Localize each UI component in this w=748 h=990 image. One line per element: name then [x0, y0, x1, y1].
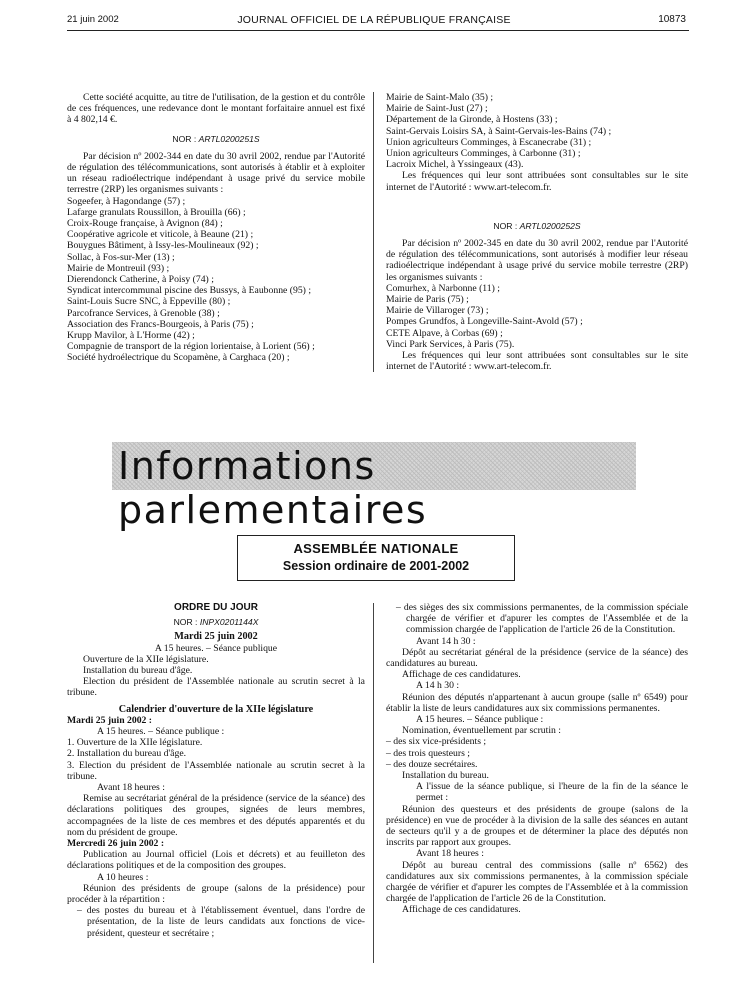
list-item: – des postes du bureau et à l'établissement éventuel, dans l'ordre de présentation, de la liste de leurs candidats aux fonctions de vice-président, questeur et secrétaire ; [77, 905, 365, 939]
list-item: Compagnie de transport de la région lorientaise, à Lorient (56) ; [67, 341, 315, 353]
paragraph: Publication au Journal officiel (Lois et décrets) et au feuilleton des déclarations politiques et de la composition des groupes. [67, 849, 365, 872]
list-item: Saint-Gervais Loisirs SA, à Saint-Gervais-les-Bains (74) ; [386, 125, 612, 137]
organisms-list [386, 283, 688, 350]
paragraph: Les fréquences qui leur sont attribuées sont consultables sur le site internet de l'Autorité : www.art-telecom.fr. [386, 170, 688, 193]
time-line: A 15 heures. – Séance publique [154, 642, 278, 654]
list-item: 1. Ouverture de la XIIe législature. [67, 737, 203, 749]
list-item: Saint-Louis Sucre SNC, à Eppeville (80) ; [67, 296, 231, 308]
list-item: Lafarge granulats Roussillon, à Brouilla (66) ; [67, 206, 246, 218]
paragraph: Nomination, éventuellement par scrutin : [402, 725, 561, 737]
list-item: – des douze secrétaires. [386, 758, 478, 770]
paragraph: Election du président de l'Assemblée nationale au scrutin secret à la tribune. [67, 676, 365, 699]
nor-reference: NOR : ARTL0200251S [172, 133, 260, 144]
list-item: – des six vice-présidents ; [386, 736, 487, 748]
list-item: Association des Francs-Bourgeois, à Paris (75) ; [67, 318, 254, 330]
list-item: Pompes Grundfos, à Longeville-Saint-Avold (57) ; [386, 316, 583, 328]
paragraph: Ouverture de la XIIe législature. [83, 653, 209, 665]
banner-title: Informations parlementaires [118, 444, 428, 532]
column-divider [373, 603, 374, 963]
list-item: Mairie de Villaroger (73) ; [386, 305, 489, 317]
time-line: Avant 18 heures : [416, 848, 484, 860]
list-item: Mairie de Montreuil (93) ; [67, 262, 170, 274]
bottom-right-column [386, 602, 688, 916]
list-item: Krupp Mavilor, à L'Horme (42) ; [67, 330, 195, 342]
nor-reference: NOR : ARTL0200252S [493, 220, 581, 231]
list-item: Union agriculteurs Comminges, à Carbonne (31) ; [386, 148, 581, 160]
top-right-column [386, 92, 688, 372]
time-line: Avant 14 h 30 : [416, 635, 476, 647]
nor-reference: NOR : INPX0201144X [173, 617, 259, 628]
paragraph: Affichage de ces candidatures. [402, 669, 521, 681]
time-line: A 15 heures. – Séance publique : [97, 726, 225, 738]
organisms-list [67, 196, 365, 364]
list-item: 2. Installation du bureau d'âge. [67, 748, 187, 760]
list-item: – des trois questeurs ; [386, 747, 470, 759]
paragraph: Installation du bureau d'âge. [83, 665, 193, 677]
session-title: Session ordinaire de 2001-2002 [282, 559, 470, 573]
header-page-number: 10873 [658, 14, 686, 25]
list-item: Lacroix Michel, à Yssingeaux (43). [386, 159, 524, 171]
list-item: Syndicat intercommunal piscine des Bussys, à Eaubonne (95) ; [67, 285, 312, 297]
day-heading: Mercredi 26 juin 2002 : [67, 838, 165, 850]
list-item: Mairie de Paris (75) ; [386, 294, 469, 306]
top-left-column [67, 92, 365, 364]
list-item: CETE Alpave, à Corbas (69) ; [386, 327, 503, 339]
time-line: Avant 18 heures : [97, 782, 165, 794]
assemblee-title: ASSEMBLÉE NATIONALE [293, 541, 459, 556]
list-item: Croix-Rouge française, à Avignon (84) ; [67, 218, 223, 230]
list-item: Bouygues Bâtiment, à Issy-les-Moulineaux (92) ; [67, 240, 259, 252]
list-item: Parcofrance Services, à Grenoble (38) ; [67, 307, 220, 319]
paragraph: Par décision nº 2002-345 en date du 30 avril 2002, rendue par l'Autorité de régulation des télécommunications, sont autorisés à modifier leur réseau radioélectrique indépendant à usage privé du service mobile terrestre (2RP) les organismes suivants : [386, 238, 688, 283]
organisms-list [386, 92, 688, 170]
paragraph: Réunion des présidents de groupe (salons de la présidence) pour procéder à la répartition : [67, 882, 365, 906]
list-item: – des sièges des six commissions permanentes, de la commission spéciale chargée de vérifier et d'apurer les comptes de l'Assemblée et de la commission chargée de l'application de l'article 26 de la Constitution. [396, 602, 688, 636]
list-item: Comurhex, à Narbonne (11) ; [386, 282, 500, 294]
header-title: JOURNAL OFFICIEL DE LA RÉPUBLIQUE FRANÇAISE [237, 14, 511, 26]
day-heading: Mardi 25 juin 2002 : [67, 714, 153, 726]
time-line: A 10 heures : [97, 871, 149, 883]
paragraph: Cette société acquitte, au titre de l'utilisation, de la gestion et du contrôle de ces fréquences, une redevance dont le montant forfaitaire annuel est fixé à 4 802,14 €. [67, 92, 365, 126]
header-rule [67, 30, 689, 31]
assemblee-box [237, 535, 515, 581]
paragraph: Remise au secrétariat général de la présidence (service de la séance) des déclarations politiques des groupes, signées de leurs membres, accompagnées de la liste de ces membres et des députés apparentés et du nom du président de groupe. [67, 793, 365, 838]
paragraph: Réunion des questeurs et des présidents de groupe (salons de la présidence) en vue de procéder à la division de la salle des séances en autant de secteurs qu'il y a de groupes et de déterminer la place des députés non inscrits par rapport aux groupes. [386, 803, 688, 849]
time-line: A 14 h 30 : [416, 680, 460, 692]
page-header [0, 0, 748, 40]
ordre-du-jour-heading: ORDRE DU JOUR [174, 602, 258, 613]
list-item: Sogeefer, à Hagondange (57) ; [67, 195, 186, 207]
time-line: A 15 heures. – Séance publique : [416, 714, 544, 726]
paragraph: Par décision nº 2002-344 en date du 30 avril 2002, rendue par l'Autorité de régulation des télécommunications, sont autorisés à établir et à exploiter un réseau radioélectrique indépendant à usage privé du service mobile terrestre (2RP) les organismes suivants : [67, 150, 365, 196]
header-date: 21 juin 2002 [67, 14, 119, 25]
list-item: 3. Election du président de l'Assemblée nationale au scrutin secret à la tribune. [67, 759, 365, 782]
list-item: Mairie de Saint-Just (27) ; [386, 103, 488, 115]
paragraph: Réunion des députés n'appartenant à aucun groupe (salle nº 6549) pour établir la liste de leurs candidatures aux six commissions permanentes. [386, 691, 688, 714]
list-item: Sollac, à Fos-sur-Mer (13) ; [67, 251, 175, 263]
column-divider [373, 92, 374, 372]
paragraph: Dépôt au bureau central des commissions (salle nº 6562) des candidatures aux six commissions permanentes, à la commission spéciale chargée de vérifier et d'apurer les comptes de l'Assemblée et à la commission chargée de l'application de l'article 26 de la Constitution. [386, 859, 688, 905]
list-item: Département de la Gironde, à Hostens (33) ; [386, 114, 558, 126]
calendar-heading: Calendrier d'ouverture de la XIIe législature [118, 703, 314, 715]
paragraph: Les fréquences qui leur sont attribuées sont consultables sur le site internet de l'Autorité : www.art-telecom.fr. [386, 350, 688, 373]
list-item: Mairie de Saint-Malo (35) ; [386, 92, 494, 103]
day-heading: Mardi 25 juin 2002 [174, 631, 258, 643]
bottom-left-column [67, 602, 365, 939]
list-item: Dierendonck Catherine, à Poisy (74) ; [67, 274, 214, 286]
list-item: Coopérative agricole et viticole, à Beaune (21) ; [67, 229, 254, 241]
list-item: Société hydroélectrique du Scopamène, à Carghaca (20) ; [67, 352, 290, 364]
section-banner [112, 442, 636, 532]
list-item: Union agriculteurs Comminges, à Escanecrabe (31) ; [386, 136, 592, 148]
paragraph: Dépôt au secrétariat général de la présidence (service de la séance) des candidatures au bureau. [386, 646, 688, 670]
list-item: Vinci Park Services, à Paris (75). [386, 338, 515, 350]
paragraph: Affichage de ces candidatures. [402, 904, 521, 916]
paragraph: Installation du bureau. [402, 770, 489, 782]
paragraph: A l'issue de la séance publique, si l'heure de la fin de la séance le permet : [416, 781, 688, 804]
